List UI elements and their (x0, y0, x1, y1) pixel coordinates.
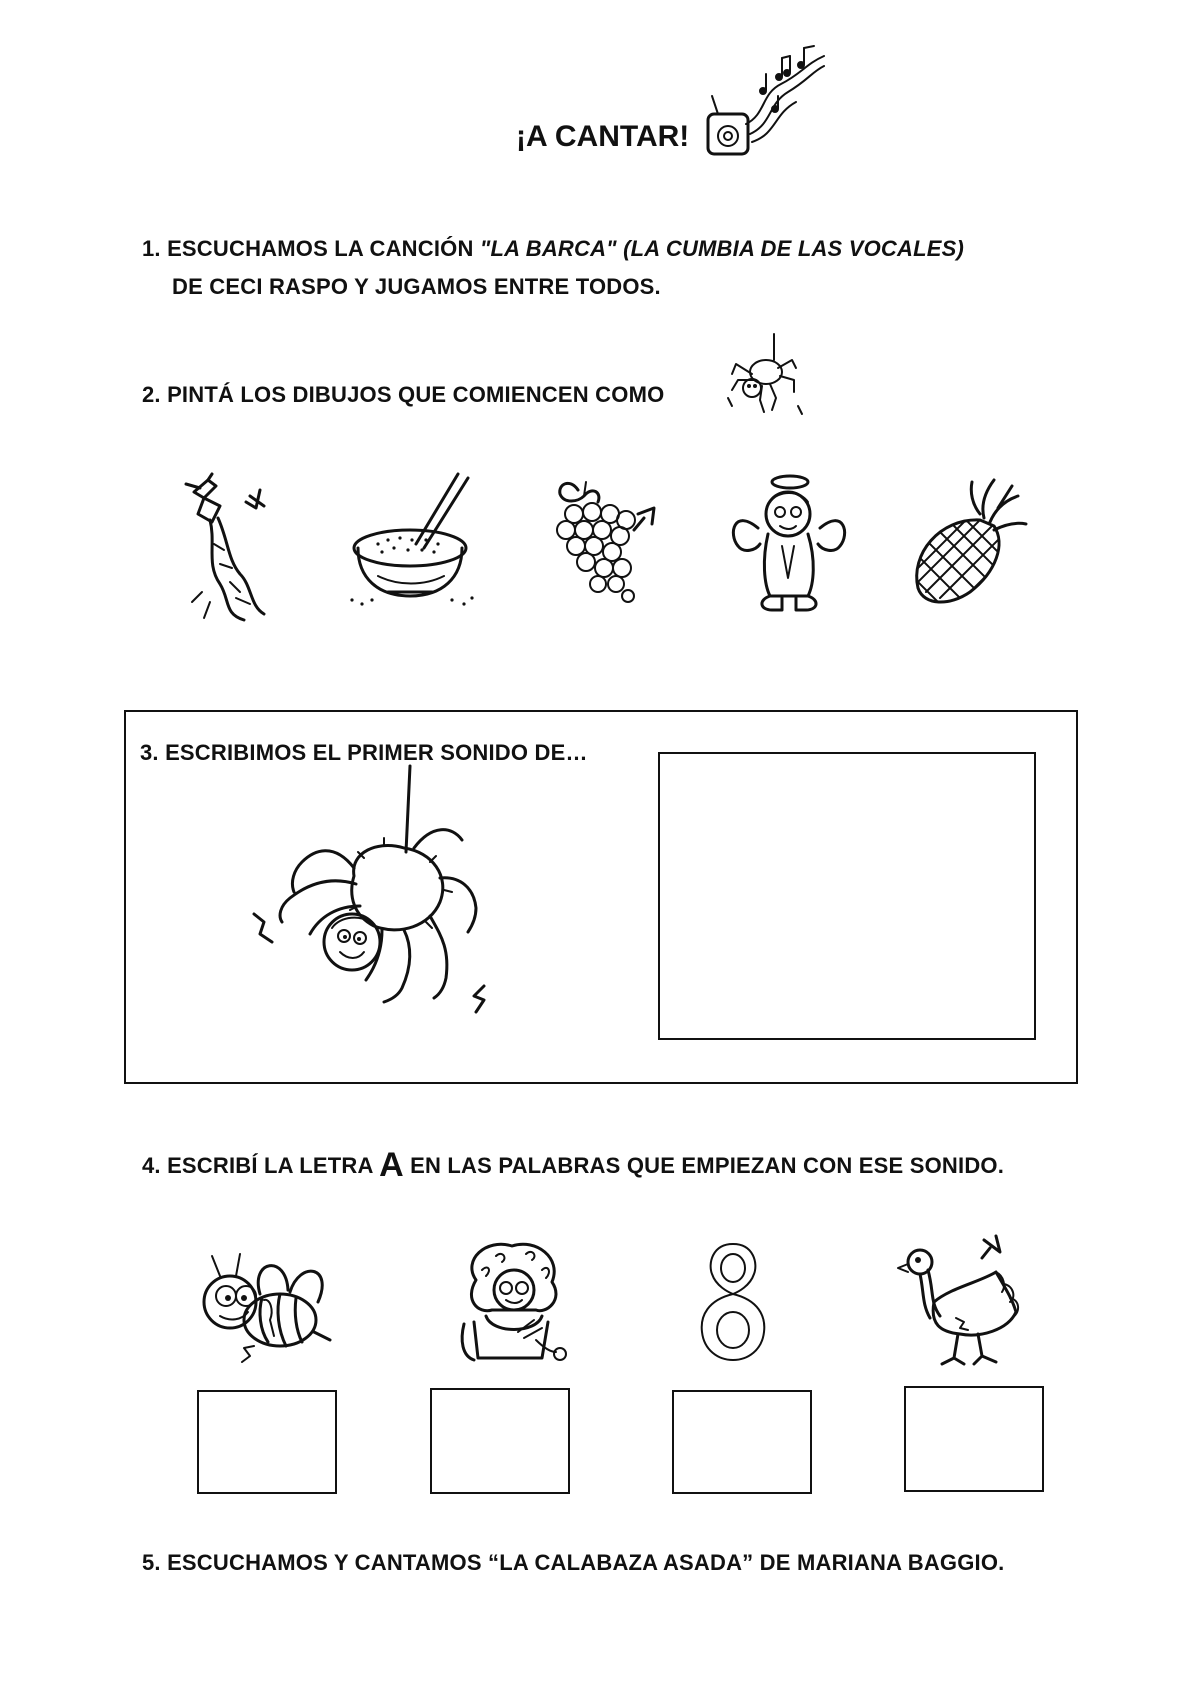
small-spider-icon (722, 334, 806, 418)
instruction-4: 4. ESCRIBÍ LA LETRA A EN LAS PALABRAS QUE EMPIEZAN CON ESE SONIDO. (142, 1146, 1005, 1184)
spider-picture (254, 766, 494, 1016)
ostrich-picture (900, 1232, 1040, 1370)
grandmother-picture (456, 1240, 576, 1366)
instruction-1-line2: DE CECI RASPO Y JUGAMOS ENTRE TODOS. (172, 274, 661, 299)
angel-picture (728, 468, 848, 614)
answer-box-first-sound[interactable] (658, 752, 1036, 1040)
rice-bowl-picture (348, 468, 478, 608)
letter-a: A (379, 1146, 404, 1184)
faucet-water-picture (180, 474, 290, 624)
instruction-1: 1. ESCUCHAMOS LA CANCIÓN "LA BARCA" (LA CUMBIA DE LAS VOCALES) (142, 236, 965, 261)
radio-music-icon (706, 44, 826, 160)
grapes-picture (540, 474, 670, 604)
answer-box-bee[interactable] (197, 1390, 337, 1494)
instruction-2: 2. PINTÁ LOS DIBUJOS QUE COMIENCEN COMO (142, 382, 665, 407)
answer-box-ostrich[interactable] (904, 1386, 1044, 1492)
answer-box-eight[interactable] (672, 1390, 812, 1494)
instruction-5: 5. ESCUCHAMOS Y CANTAMOS “LA CALABAZA ASADA” DE MARIANA BAGGIO. (142, 1550, 1005, 1575)
instruction-3: 3. ESCRIBIMOS EL PRIMER SONIDO DE… (140, 740, 588, 765)
number-eight-picture (698, 1240, 768, 1364)
answer-box-grandmother[interactable] (430, 1388, 570, 1494)
page-title: ¡A CANTAR! (516, 120, 690, 153)
bee-picture (190, 1250, 340, 1370)
pineapple-picture (910, 478, 1030, 608)
